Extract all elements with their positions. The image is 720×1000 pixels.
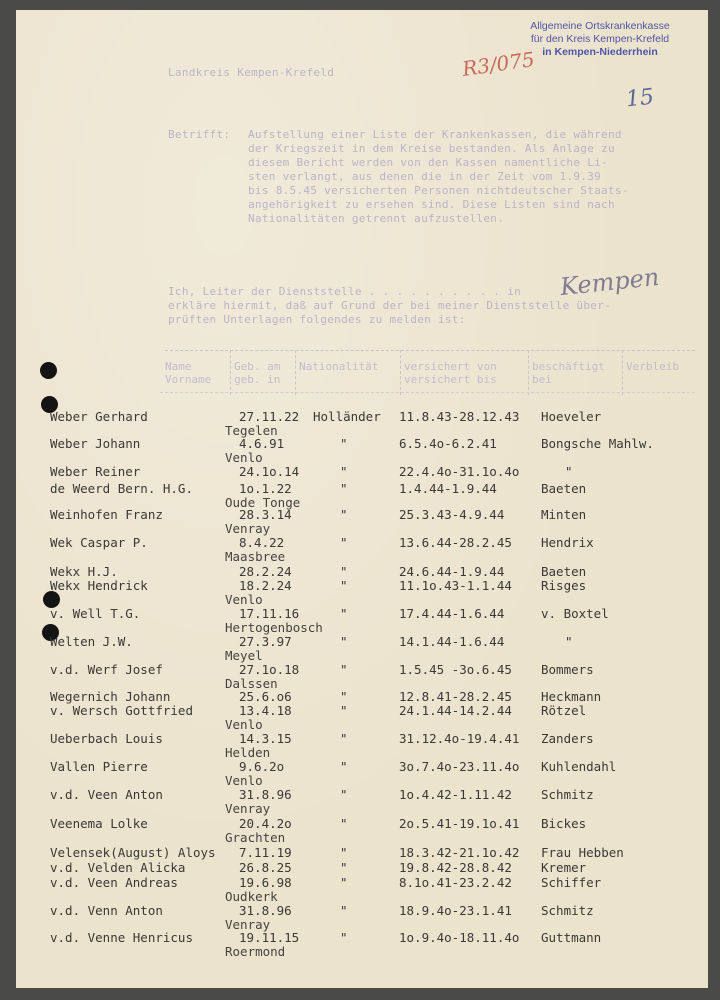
row-insured-period: 1.5.45 -3o.6.45 [399,662,512,677]
table-header-rule [165,350,695,351]
district-heading: Landkreis Kempen-Krefeld [168,66,335,79]
subject-line-7: Nationalitäten getrennt aufzustellen. [248,212,505,225]
row-name: Weber Johann [50,436,141,451]
row-employer: Minten [541,507,587,522]
row-nationality: " [340,662,348,677]
row-birth-date: 19.11.15 [239,930,300,945]
row-nationality: " [340,787,348,802]
declaration-line-1: Ich, Leiter der Dienststelle . . . . . . . . . . in [168,285,522,298]
row-employer: " [565,634,573,649]
row-nationality: " [340,436,348,451]
subject-line-5: bis 8.5.45 versicherten Personen nichtdeutscher Staats- [248,184,629,197]
row-insured-period: 13.6.44-28.2.45 [399,535,512,550]
row-birth-place: Meyel [225,648,263,663]
row-name: Veenema Lolke [50,816,148,831]
row-nationality: " [340,464,348,479]
row-nationality: " [340,731,348,746]
row-employer: Baeten [541,564,587,579]
row-name: Wegernich Johann [50,689,171,704]
subject-line-4: sten verlangt, aus denen die in der Zeit vom 1.9.39 [248,170,602,183]
row-nationality: " [340,930,348,945]
row-name: Weber Reiner [50,464,141,479]
row-employer: Frau Hebben [541,845,624,860]
row-insured-period: 8.1o.41-23.2.42 [399,875,512,890]
row-employer: Schiffer [541,875,602,890]
header-employer: beschäftigt bei [532,360,605,386]
row-name: v. Wersch Gottfried [50,703,193,718]
row-employer: Kremer [541,860,587,875]
row-birth-place: Venlo [225,592,263,607]
row-birth-place: Hertogenbosch [225,620,323,635]
row-birth-place: Oude Tonge [225,495,301,510]
header-birth: Geb. am geb. in [234,360,281,386]
row-insured-period: 3o.7.4o-23.11.4o [399,759,520,774]
row-insured-period: 1.4.44-1.9.44 [399,481,497,496]
row-insured-period: 12.8.41-28.2.45 [399,689,512,704]
row-nationality: " [340,759,348,774]
row-nationality: " [340,903,348,918]
row-nationality: " [340,634,348,649]
row-birth-place: Venray [225,917,271,932]
table-header-bottom-rule [160,392,695,393]
row-name: v.d. Veen Anton [50,787,163,802]
column-divider [622,350,623,395]
institution-stamp [515,20,685,59]
row-employer: Rötzel [541,703,587,718]
row-nationality: " [340,481,348,496]
row-birth-date: 27.11.22 [239,409,300,424]
subject-line-3: diesem Bericht werden von den Kassen namentliche Li- [248,156,608,169]
row-insured-period: 19.8.42-28.8.42 [399,860,512,875]
row-employer: Bickes [541,816,587,831]
row-insured-period: 18.9.4o-23.1.41 [399,903,512,918]
row-employer: Kuhlendahl [541,759,617,774]
row-nationality: " [340,845,348,860]
row-birth-place: Oudkerk [225,889,278,904]
row-birth-date: 31.8.96 [239,903,292,918]
row-insured-period: 11.1o.43-1.1.44 [399,578,512,593]
row-insured-period: 11.8.43-28.12.43 [399,409,520,424]
row-birth-place: Helden [225,745,271,760]
row-birth-date: 18.2.24 [239,578,292,593]
row-nationality: " [340,578,348,593]
column-divider [400,350,401,395]
row-birth-place: Roermond [225,944,286,959]
row-name: Weinhofen Franz [50,507,163,522]
row-employer: Heckmann [541,689,602,704]
row-employer: " [565,464,573,479]
row-employer: Risges [541,578,587,593]
row-nationality: " [340,689,348,704]
row-employer: Zanders [541,731,594,746]
row-birth-place: Venray [225,521,271,536]
row-birth-date: 14.3.15 [239,731,292,746]
row-birth-date: 19.6.98 [239,875,292,890]
row-insured-period: 14.1.44-1.6.44 [399,634,505,649]
row-insured-period: 24.1.44-14.2.44 [399,703,512,718]
row-nationality: " [340,535,348,550]
row-employer: Guttmann [541,930,602,945]
row-birth-date: 17.11.16 [239,606,300,621]
row-birth-date: 1o.1.22 [239,481,292,496]
stamp-line-3: in Kempen-Niederrhein [542,46,658,58]
row-birth-date: 8.4.22 [239,535,285,550]
row-name: v.d. Velden Alicka [50,860,186,875]
row-birth-place: Venlo [225,717,263,732]
row-name: v.d. Veen Andreas [50,875,178,890]
header-nationality: Nationalität [299,360,379,373]
row-birth-place: Dalssen [225,676,278,691]
row-insured-period: 1o.9.4o-18.11.4o [399,930,520,945]
row-insured-period: 2o.5.41-19.1o.41 [399,816,520,831]
row-insured-period: 31.12.4o-19.4.41 [399,731,520,746]
row-birth-place: Venray [225,801,271,816]
betrifft-label: Betrifft: [168,128,231,141]
row-insured-period: 1o.4.42-1.11.42 [399,787,512,802]
header-insured: versichert von versichert bis [404,360,497,386]
row-birth-date: 9.6.2o [239,759,285,774]
row-birth-date: 13.4.18 [239,703,292,718]
row-nationality: " [340,606,348,621]
row-employer: Schmitz [541,787,594,802]
row-nationality: " [340,816,348,831]
punch-hole [40,362,57,379]
row-name: Velensek(August) Aloys [50,845,216,860]
column-divider [230,350,231,395]
row-name: Wek Caspar P. [50,535,148,550]
row-employer: v. Boxtel [541,606,609,621]
row-name: Weber Gerhard [50,409,148,424]
row-birth-place: Grachten [225,830,286,845]
column-divider [528,350,529,395]
row-insured-period: 6.5.4o-6.2.41 [399,436,497,451]
row-nationality: " [340,703,348,718]
row-birth-date: 31.8.96 [239,787,292,802]
handwritten-page-number: 15 [624,84,656,113]
column-divider [295,350,296,395]
header-name: Name Vorname [165,360,212,386]
row-employer: Hoeveler [541,409,602,424]
row-birth-place: Tegelen [225,423,278,438]
row-birth-date: 27.3.97 [239,634,292,649]
row-insured-period: 17.4.44-1.6.44 [399,606,505,621]
row-nationality: " [340,875,348,890]
row-birth-date: 24.1o.14 [239,464,300,479]
row-birth-date: 25.6.o6 [239,689,292,704]
row-birth-date: 20.4.2o [239,816,292,831]
row-name: de Weerd Bern. H.G. [50,481,193,496]
row-birth-date: 27.1o.18 [239,662,300,677]
subject-line-1: Aufstellung einer Liste der Krankenkassen, die während [248,128,622,141]
row-employer: Bongsche Mahlw. [541,436,654,451]
row-birth-place: Maasbree [225,549,286,564]
row-name: v.d. Werf Josef [50,662,163,677]
row-nationality: " [340,507,348,522]
row-name: Wekx H.J. [50,564,118,579]
row-name: Wekx Hendrick [50,578,148,593]
subject-line-2: der Kriegszeit in dem Kreise bestanden. Als Anlage zu [248,142,615,155]
row-name: Welten J.W. [50,634,133,649]
row-employer: Bommers [541,662,594,677]
row-birth-date: 26.8.25 [239,860,292,875]
handwritten-signature: Kempen [558,262,661,302]
stamp-line-2: für den Kreis Kempen-Krefeld [530,33,670,45]
row-name: Vallen Pierre [50,759,148,774]
subject-line-6: angehörigkeit zu ersehen sind. Diese Listen sind nach [248,198,615,211]
row-nationality: " [340,564,348,579]
declaration-line-3: prüften Unterlagen folgendes zu melden ist: [168,313,466,326]
row-name: v.d. Venne Henricus [50,930,193,945]
row-name: v. Well T.G. [50,606,141,621]
row-insured-period: 25.3.43-4.9.44 [399,507,505,522]
row-birth-date: 7.11.19 [239,845,292,860]
row-insured-period: 24.6.44-1.9.44 [399,564,505,579]
row-employer: Hendrix [541,535,594,550]
row-birth-date: 28.2.24 [239,564,292,579]
row-birth-place: Venlo [225,450,263,465]
row-employer: Schmitz [541,903,594,918]
row-employer: Baeten [541,481,587,496]
row-name: v.d. Venn Anton [50,903,163,918]
row-nationality: Holländer [313,409,381,424]
row-insured-period: 18.3.42-21.1o.42 [399,845,520,860]
row-birth-place: Venlo [225,773,263,788]
row-nationality: " [340,860,348,875]
row-insured-period: 22.4.4o-31.1o.4o [399,464,520,479]
row-birth-date: 4.6.91 [239,436,285,451]
row-name: Ueberbach Louis [50,731,163,746]
handwritten-reference: R3/075 [460,47,537,81]
declaration-line-2: erkläre hiermit, daß auf Grund der bei meiner Dienststelle über- [168,299,612,312]
header-remark: Verbleib [626,360,679,373]
stamp-line-1: Allgemeine Ortskrankenkasse [530,20,670,32]
row-birth-date: 28.3.14 [239,507,292,522]
